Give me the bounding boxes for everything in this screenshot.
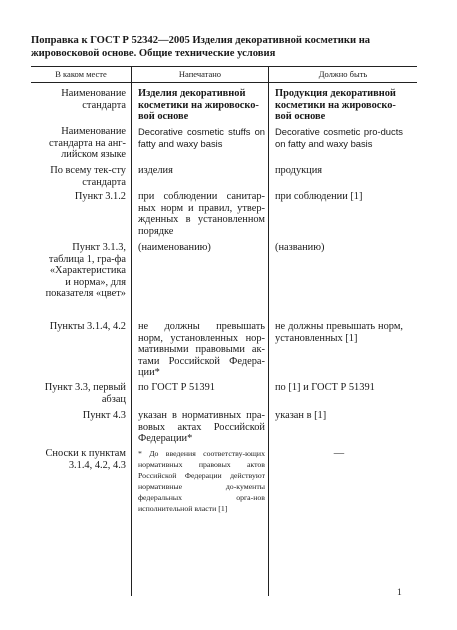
table-header-rule (31, 82, 417, 83)
row-2-printed: Decorative cosmetic stuffs on fatty and waxy basis (138, 126, 265, 149)
row-6-where: Пункты 3.1.4, 4.2 (49, 321, 126, 332)
row-4-where: Пункт 3.1.2 (74, 191, 126, 202)
row-8-should: указан в [1] (275, 410, 327, 421)
row-3-should: продукция (275, 165, 323, 176)
header-should: Должно быть (318, 69, 368, 79)
header-where: В каком месте (55, 69, 107, 79)
header-printed: Напечатано (178, 69, 222, 79)
row-2-where: Наименование стандарта на анг-лийском языке (49, 126, 126, 160)
page-number: 1 (397, 588, 402, 598)
row-3-printed: изделия (138, 165, 173, 176)
row-9-should: — (333, 448, 345, 459)
row-4-should: при соблюдении [1] (275, 191, 363, 202)
row-1-should: Продукция декоративной косметики на жировоско-вой основе (275, 88, 396, 122)
row-6-printed: не должны превышать норм, установленных нор-мативными правовыми ак-тами Российской Федера-ции* (138, 321, 265, 378)
row-9-where: Сноски к пунктам 3.1.4, 4.2, 4.3 (45, 448, 126, 471)
row-5-should: (названию) (275, 242, 325, 253)
row-7-printed: по ГОСТ Р 51391 (138, 382, 215, 393)
column-divider-2 (268, 66, 269, 596)
document-title: Поправка к ГОСТ Р 52342—2005 Изделия декоративной косметики на жировосковой основе. Общие технические условия (31, 35, 371, 59)
row-2-should: Decorative cosmetic pro-ducts on fatty and waxy basis (275, 126, 403, 149)
row-5-printed: (наименованию) (138, 242, 211, 253)
row-8-printed: указан в нормативных пра-вовых актах Российской Федерации* (138, 410, 265, 444)
row-1-printed: Изделия декоративной косметики на жировоско-вой основе (138, 88, 259, 122)
row-1-where: Наименование стандарта (61, 88, 126, 111)
row-6-should: не должны превышать норм, установленных [1] (275, 321, 403, 344)
row-7-where: Пункт 3.3, первый абзац (44, 382, 126, 405)
row-5-where: Пункт 3.1.3, таблица 1, гра-фа «Характеристика и норма», для показателя «цвет» (45, 242, 126, 299)
row-3-where: По всему тек-сту стандарта (50, 165, 126, 188)
column-divider-1 (131, 66, 132, 596)
row-8-where: Пункт 4.3 (82, 410, 126, 421)
row-7-should: по [1] и ГОСТ Р 51391 (275, 382, 375, 393)
row-9-printed: * До введения соответству-ющих нормативных правовых актов Российской Федерации действуют нормативные до-кументы федеральных орга-нов исполнительной власти [1] (138, 449, 265, 513)
row-4-printed: при соблюдении санитар-ных норм и правил, утвер-жденных в установленном порядке (138, 191, 265, 237)
